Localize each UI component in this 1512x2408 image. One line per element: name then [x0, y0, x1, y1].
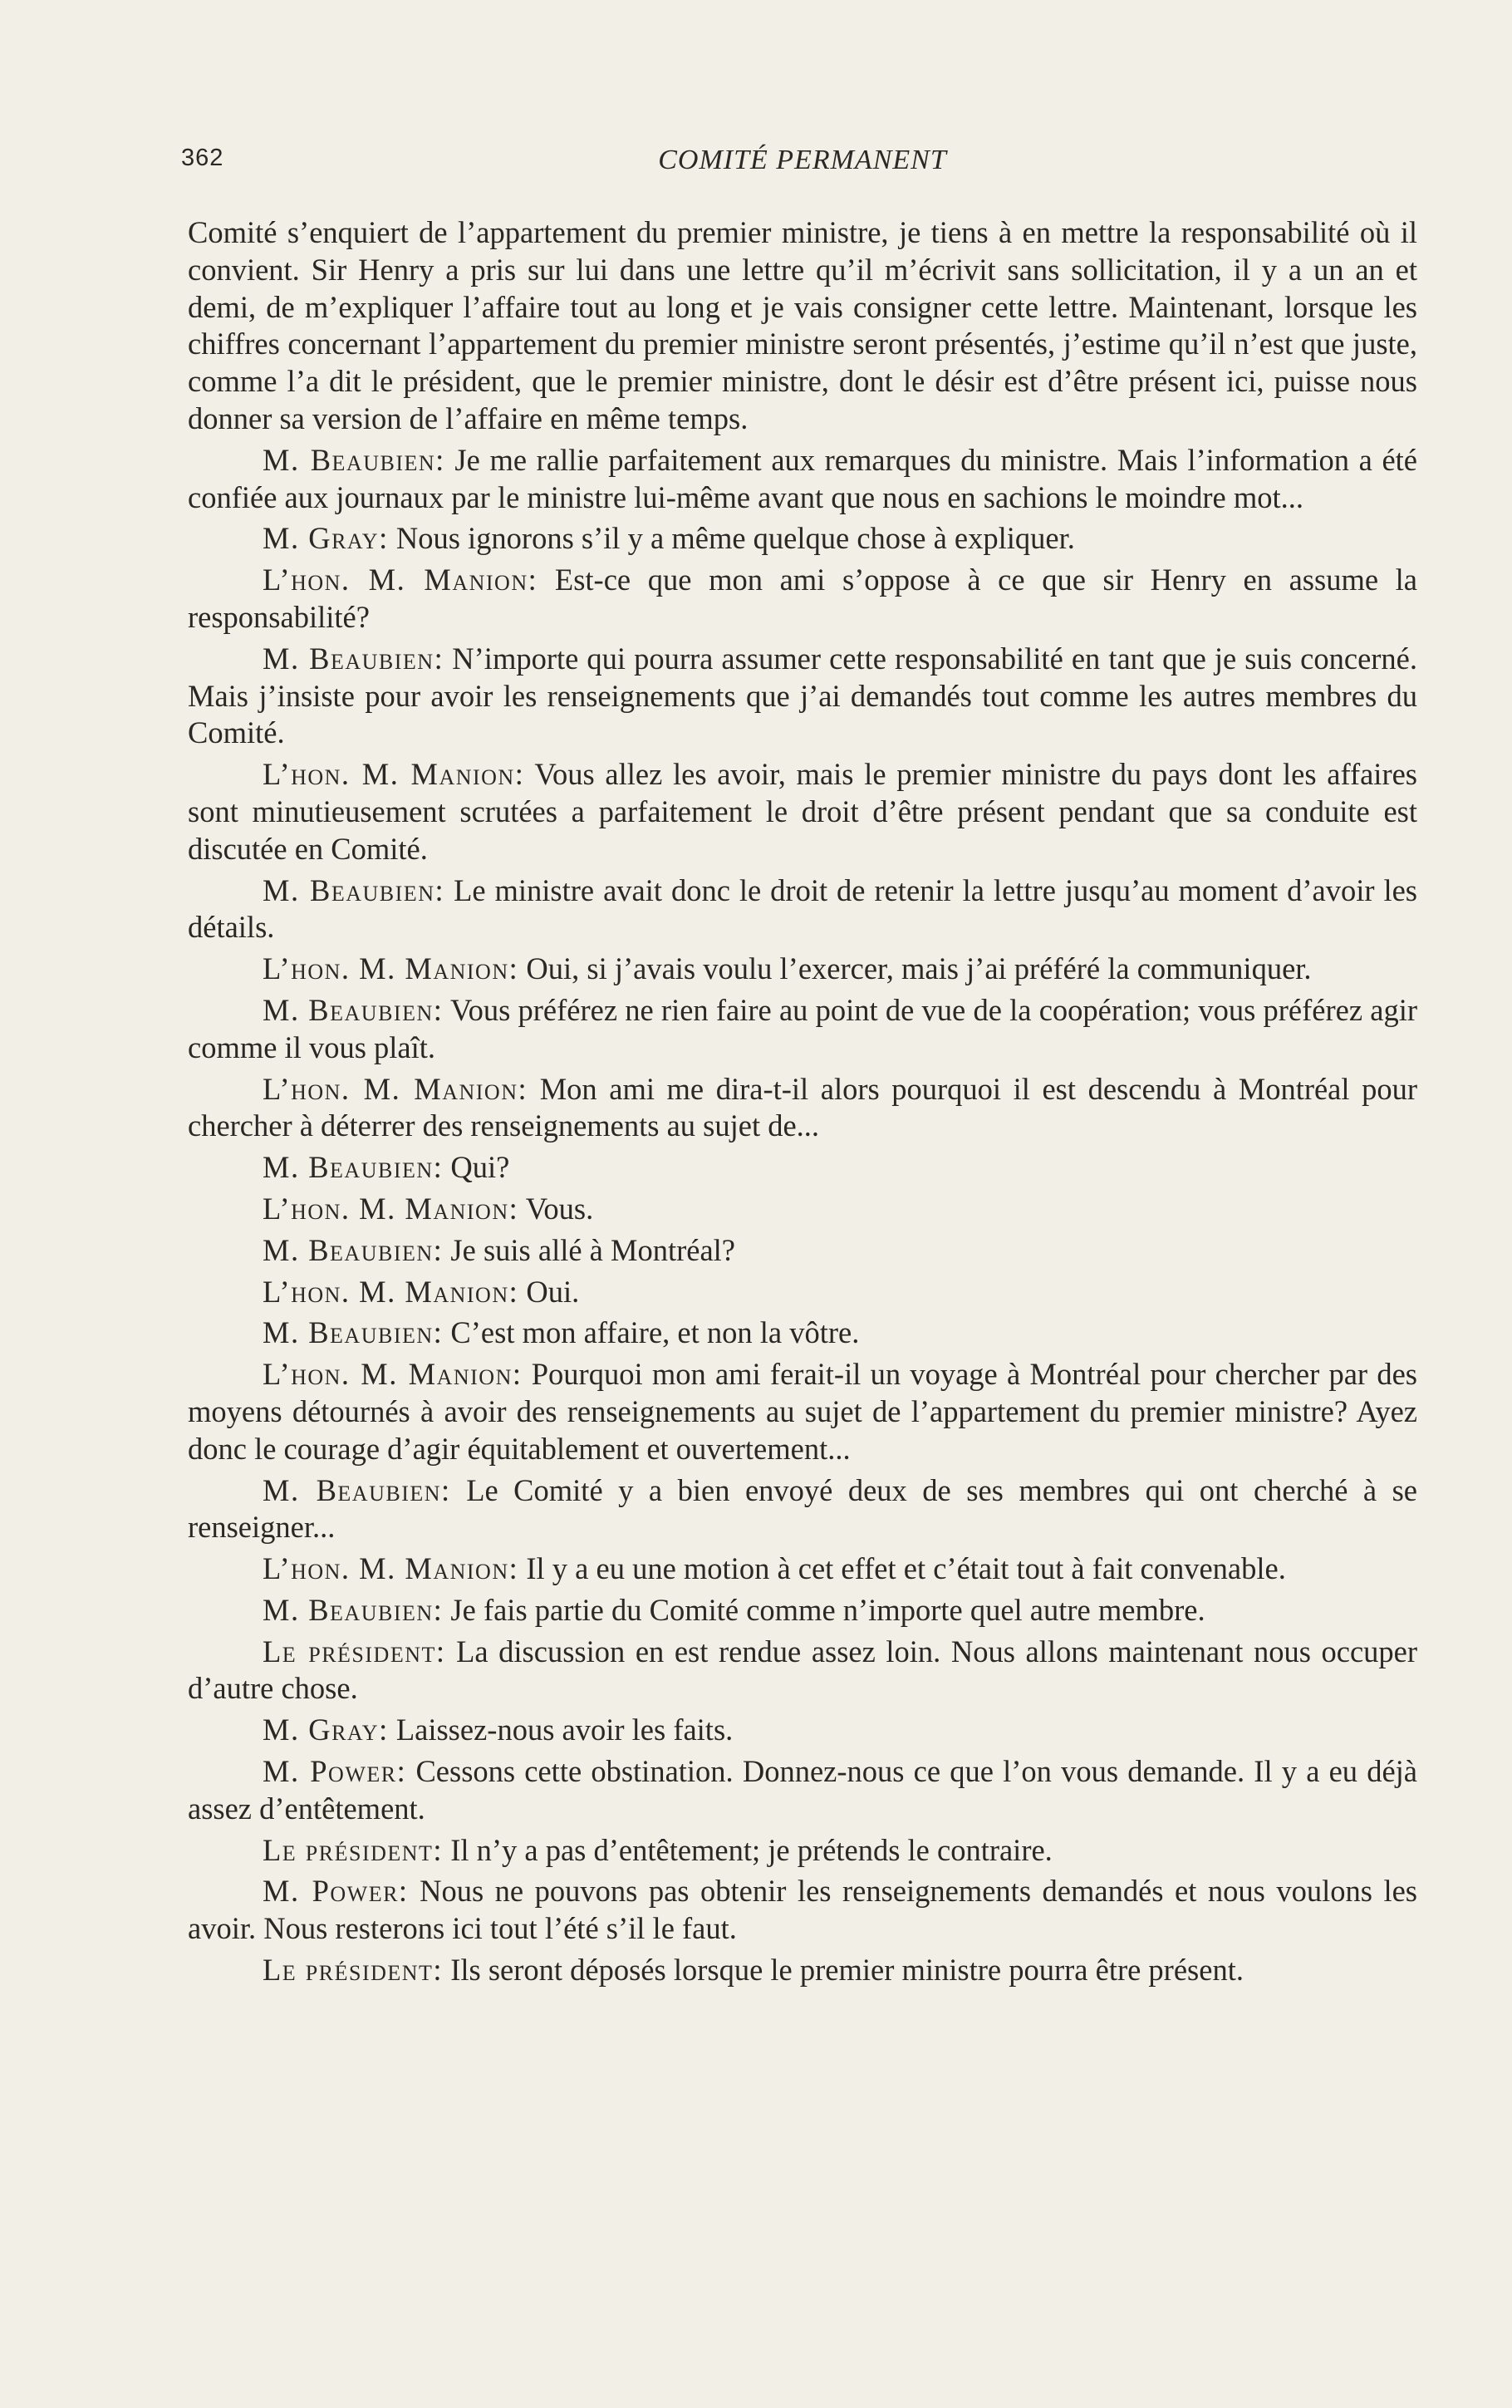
paragraph	[188, 1832, 1417, 1870]
paragraph	[188, 1472, 1417, 1547]
paragraph-text: Oui, si j’avais voulu l’exercer, mais j’ai préféré la communiquer.	[526, 951, 1312, 986]
paragraph	[188, 1712, 1417, 1749]
speaker-name: L’hon. M. Manion:	[263, 1071, 528, 1106]
paragraph-text: Comité s’enquiert de l’appartement du premier ministre, je tiens à en mettre la responsabilité où il convient. Sir Henry a pris sur lui dans une lettre qu’il m’écrivit sans sollicitation, il y a un an et demi, de m’expliquer l’affaire tout au long et je vais consigner cette lettre. Maintenant, lorsque les chiffres concernant l’appartement du premier ministre seront présentés, j’estime qu’il n’est que juste, comme l’a dit le président, que le premier ministre, dont le désir est d’être présent ici, puisse nous donner sa version de l’affaire en même temps.	[188, 215, 1417, 435]
paragraph-text: Vous allez les avoir, mais le premier ministre du pays dont les affaires sont minutieusement scrutées a parfaitement le droit d’être présent pendant que sa conduite est discutée en Comité.	[188, 757, 1417, 866]
paragraph	[188, 1274, 1417, 1311]
paragraph	[188, 1149, 1417, 1187]
paragraph-text: Est-ce que mon ami s’oppose à ce que sir Henry en assume la responsabilité?	[188, 563, 1418, 634]
speaker-name: Le président:	[263, 1832, 444, 1867]
paragraph-text: C’est mon affaire, et non la vôtre.	[450, 1315, 860, 1350]
speaker-name: L’hon. M. Manion:	[263, 1274, 519, 1309]
paragraph-text: Nous ne pouvons pas obtenir les renseignements demandés et nous voulons les avoir. Nous resterons ici tout l’été s’il le faut.	[188, 1874, 1417, 1946]
speaker-name: M. Beaubien:	[263, 1315, 444, 1350]
paragraph	[188, 1634, 1417, 1708]
speaker-name: M. Gray:	[263, 1713, 389, 1747]
paragraph-text: Laissez-nous avoir les faits.	[395, 1713, 734, 1747]
paragraph-text: Qui?	[450, 1150, 510, 1185]
paragraph	[188, 1873, 1417, 1948]
paragraph	[188, 214, 1417, 438]
paragraph	[188, 992, 1417, 1067]
paragraph-text: Vous.	[525, 1191, 594, 1226]
paragraph-text: Mon ami me dira-t-il alors pourquoi il est descendu à Montréal pour chercher à déterrer des renseignements au sujet de...	[188, 1071, 1417, 1143]
paragraph	[188, 1232, 1417, 1270]
paragraph-text: Pourquoi mon ami ferait-il un voyage à Montréal pour chercher par des moyens détournés à avoir des renseignements au sujet de l’appartement du premier ministre? Ayez donc le courage d’agir équitablement et ouvertement...	[188, 1357, 1417, 1466]
speaker-name: M. Beaubien:	[263, 1232, 444, 1267]
paragraph-text: N’importe qui pourra assumer cette responsabilité en tant que je suis concerné. Mais j’insiste pour avoir les renseignements que j’ai demandés tout comme les autres membres du Comité.	[188, 641, 1417, 750]
speaker-name: L’hon. M. Manion:	[263, 1357, 523, 1392]
paragraph	[188, 756, 1417, 867]
body-text	[188, 214, 1417, 1993]
paragraph	[188, 1550, 1417, 1588]
speaker-name: M. Beaubien:	[263, 992, 444, 1027]
speaker-name: L’hon. M. Manion:	[263, 1551, 519, 1586]
paragraph-text: Ils seront déposés lorsque le premier ministre pourra être présent.	[450, 1953, 1244, 1988]
paragraph-text: Je suis allé à Montréal?	[450, 1232, 736, 1267]
speaker-name: M. Gray:	[263, 521, 389, 556]
speaker-name: M. Beaubien:	[263, 1472, 451, 1507]
paragraph	[188, 1356, 1417, 1467]
paragraph	[188, 1315, 1417, 1352]
paragraph-text: La discussion en est rendue assez loin. Nous allons maintenant nous occuper d’autre chose.	[188, 1634, 1418, 1706]
page-number: 362	[181, 145, 224, 171]
paragraph	[188, 951, 1417, 988]
running-title: COMITÉ PERMANENT	[658, 145, 947, 175]
paragraph-text: Je fais partie du Comité comme n’importe quel autre membre.	[450, 1592, 1205, 1627]
paragraph	[188, 442, 1417, 517]
speaker-name: L’hon. M. Manion:	[263, 757, 525, 792]
speaker-name: M. Beaubien:	[263, 1592, 444, 1627]
paragraph	[188, 641, 1417, 752]
paragraph-text: Il y a eu une motion à cet effet et c’était tout à fait convenable.	[526, 1551, 1286, 1586]
paragraph-text: Vous préférez ne rien faire au point de vue de la coopération; vous préférez agir comme il vous plaît.	[188, 992, 1417, 1064]
paragraph	[188, 1592, 1417, 1629]
speaker-name: M. Beaubien:	[263, 442, 445, 477]
speaker-name: M. Power:	[263, 1874, 409, 1909]
speaker-name: M. Power:	[263, 1754, 407, 1789]
speaker-name: M. Beaubien:	[263, 1150, 444, 1185]
paragraph-text: Le Comité y a bien envoyé deux de ses membres qui ont cherché à se renseigner...	[188, 1472, 1418, 1545]
paragraph-text: Il n’y a pas d’entêtement; je prétends le contraire.	[450, 1832, 1053, 1867]
speaker-name: L’hon. M. Manion:	[263, 1191, 519, 1226]
paragraph-text: Oui.	[526, 1274, 580, 1309]
paragraph	[188, 1071, 1417, 1146]
speaker-name: Le président:	[263, 1953, 444, 1988]
paragraph	[188, 872, 1417, 947]
paragraph-text: Nous ignorons s’il y a même quelque chose à expliquer.	[395, 521, 1075, 556]
paragraph-text: Je me rallie parfaitement aux remarques du ministre. Mais l’information a été confiée aux journaux par le ministre lui-même avant que nous en sachions le moindre mot...	[188, 442, 1417, 514]
running-head	[181, 145, 1424, 181]
speaker-name: M. Beaubien:	[263, 872, 445, 907]
paragraph-text: Cessons cette obstination. Donnez-nous ce que l’on vous demande. Il y a eu déjà assez d’entêtement.	[188, 1754, 1418, 1826]
paragraph	[188, 562, 1417, 636]
paragraph	[188, 1191, 1417, 1228]
paragraph	[188, 1952, 1417, 1989]
paragraph	[188, 520, 1417, 558]
paragraph	[188, 1753, 1417, 1828]
speaker-name: Le président:	[263, 1634, 446, 1668]
speaker-name: L’hon. M. Manion:	[263, 951, 519, 986]
speaker-name: L’hon. M. Manion:	[263, 563, 538, 597]
paragraph-text: Le ministre avait donc le droit de retenir la lettre jusqu’au moment d’avoir les détails.	[188, 872, 1417, 945]
speaker-name: M. Beaubien:	[263, 641, 444, 676]
